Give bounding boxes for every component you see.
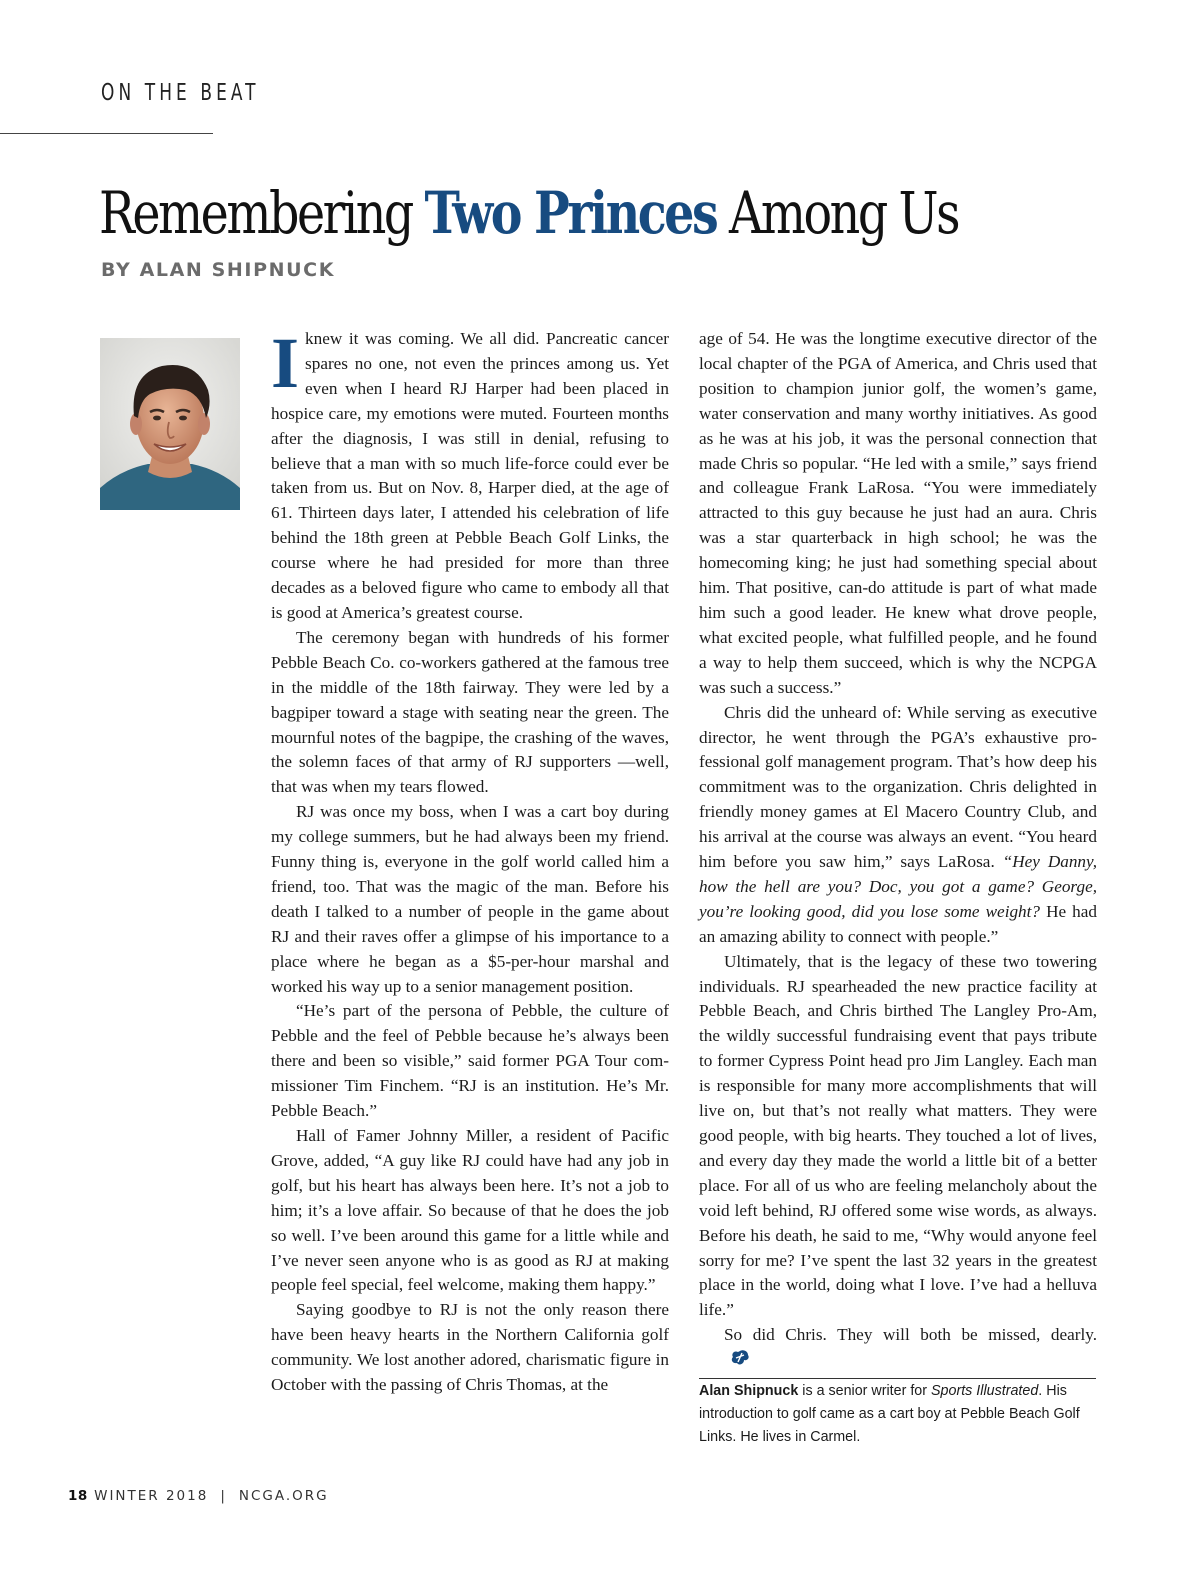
headline-accent: Two Princes [424, 179, 717, 247]
author-bio [699, 1380, 1097, 1449]
article-paragraph: Saying goodbye to RJ is not the only reason there have been heavy hearts in the Northern California golf community. We lost another adored, charismatic figure in October with the passing of Chris Thomas, at the [271, 1300, 669, 1395]
portrait-illustration [100, 338, 240, 510]
article-paragraph: RJ was once my boss, when I was a cart boy during my college summers, but he had always been my friend. Funny thing is, everyone in the golf world called him a friend, too. That was the magic of the man. Before his death I talked to a number of people in the game about RJ and their raves offer a glimpse of his importance to a place where he began as a $5-per-hour marshal and worked his way up to a senior management position. [271, 802, 669, 996]
bio-publication: Sports Illustrated [931, 1383, 1039, 1399]
section-divider [0, 133, 213, 134]
section-label: ON THE BEAT [101, 80, 260, 106]
paragraph-text: He had an amazing ability to connect with people.” [699, 901, 1098, 946]
bio-divider [699, 1378, 1096, 1379]
article-paragraph: “He’s part of the persona of Pebble, the culture of Pebble and the feel of Pebble because he’s always been there and been so visible,” said former PGA Tour commissioner Tim Finchem. “RJ is an institution. He’s Mr. Pebble Beach.” [271, 1001, 669, 1121]
article-paragraph: Ultimately, that is the legacy of these two towering individuals. RJ spearheaded the new practice facility at Pebble Beach, and Chris birthed The Langley Pro-Am, the wildly successful fundraising event that pays tribute to former Cypress Point head pro Jim Langley. Each man is responsible for many more accomplishments that will live on, but that’s not really what matters. They were good people, with big hearts. They touched a lot of lives, and every day they made the world a little bit of a better place. For all of us who are feeling melancholy about the void left behind, RJ offered some wise words, as always. Before his death, he said to me, “Why would anyone feel sorry for me? I’ve spent the last 32 years in the greatest place in the world, doing what I love. I’ve had a helluva life.” [699, 951, 1097, 1320]
paragraph-text: knew it was coming. We all did. Pancreatic cancer spares no one, not even the princes among us. Yet even when I heard RJ Harper had been placed in hospice care, my emotions were muted. Fourteen months after the diagnosis, I was still in denial, refusing to believe that a man with so much life-force could ever be taken from us. But on Nov. 8, Harper died, at the age of 61. Thirteen days later, I attended his celebration of life behind the 18th green at Pebble Beach Golf Links, the course where he had presided for more than three decades as a beloved figure who came to embody all that is good at America’s greatest course. [271, 329, 669, 622]
page-number: 18 [68, 1488, 88, 1504]
paragraph-text: Chris did the unheard of: While serving as executive director, he went through the PGA’s exhaustive professional golf management program. That’s how deep his commitment was to the organization. Chris delighted in friendly money games at El Macero Country Club, and his arrival at the course was always an event. “You heard him before you saw him,” says LaRosa. [699, 702, 1097, 872]
issue-label: WINTER 2018 [94, 1488, 209, 1504]
article-column-right [699, 327, 1097, 1375]
byline: BY ALAN SHIPNUCK [101, 259, 336, 281]
italic-quote: “Hey Danny, how the hell are you? Doc, you got a game? George, you’re looking good, did you lose some weight? [699, 852, 1097, 921]
article-paragraph: Hall of Famer Johnny Miller, a resident of Pacific Grove, added, “A guy like RJ could have had any job in golf, but his heart has always been here. It’s not a job to him; it’s a love affair. So because of that he does the job so well. I’ve been around this game for a little while and I’ve never seen anyone who is as good as RJ at making people feel special, feel welcome, making them happy.” [271, 1126, 669, 1295]
article-paragraph: age of 54. He was the longtime executive director of the local chapter of the PGA of America, and Chris used that position to champion junior golf, the women’s game, water conservation and many worthy initiatives. As good as he was at his job, it was the personal connection that made Chris so popular. “He led with a smile,” says friend and colleague Frank LaRosa. “You were immediately attracted to this guy because he just had an aura. Chris was a star quarterback in high school; he was the homecoming king; he just had something special about him. That positive, can-do attitude is part of what made him such a good leader. He knew what drove people, what excited people, what fulfilled people, and he found a way to help them succeed, which is why the NCPGA was such a success.” [699, 329, 1097, 697]
article-column-left [271, 323, 669, 1452]
article-paragraph: The ceremony began with hundreds of his former Pebble Beach Co. co-workers gathered at the famous tree in the middle of the 18th fairway. They were led by a bagpiper toward a stage with seating near the green. The mournful notes of the bagpipe, the crashing of the waves, the solemn faces of that army of RJ supporters —well, that was when my tears flowed. [271, 627, 669, 797]
bio-text: is a senior writer for [802, 1383, 928, 1399]
bio-author-name: Alan Shipnuck [699, 1383, 799, 1399]
article-paragraph [699, 1323, 1097, 1375]
headline [99, 178, 958, 248]
article-paragraph [271, 323, 669, 626]
drop-cap: I [271, 323, 300, 403]
ncga-endmark-icon [705, 1349, 750, 1375]
closing-line: So did Chris. They will both be missed, dearly. [724, 1325, 1097, 1345]
headline-lead: Remembering [99, 179, 412, 247]
site-link[interactable]: NCGA.ORG [238, 1488, 329, 1504]
page-footer [68, 1488, 329, 1504]
footer-separator: | [220, 1488, 227, 1504]
article-paragraph [699, 701, 1097, 950]
headline-tail: Among Us [728, 179, 959, 247]
bio-text: . His introduction to golf came as a cart boy at Pebble Beach Golf Links. He lives in Carmel. [699, 1383, 1080, 1445]
author-portrait [100, 338, 240, 510]
